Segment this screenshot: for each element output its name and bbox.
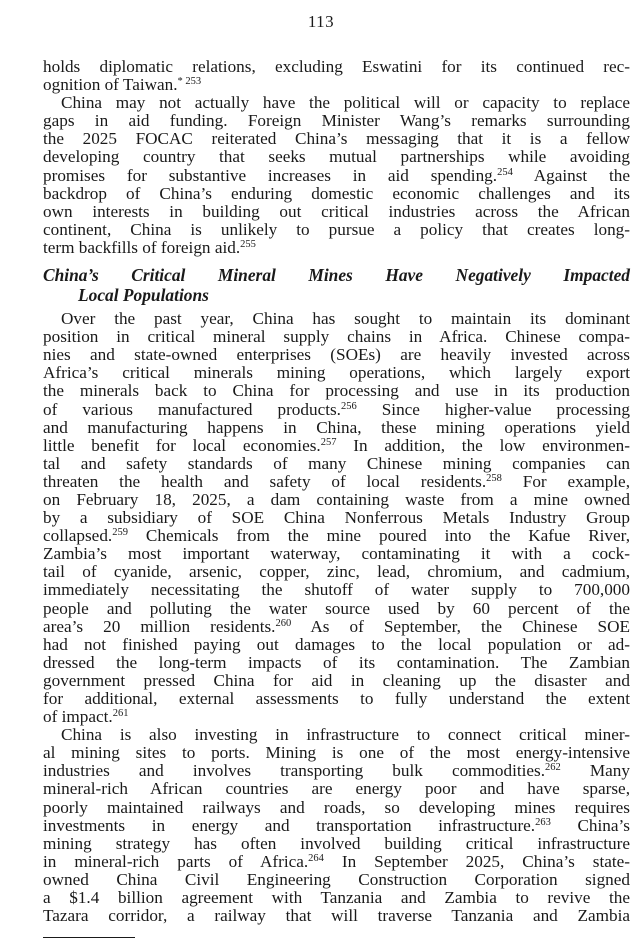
text-line [43,491,630,509]
footnote-ref: 257 [320,436,337,448]
text-line [43,835,630,853]
footnote-ref: 255 [240,238,256,250]
footnote-ref: 258 [486,472,502,484]
line-text: little benefit for local economies. [43,435,321,455]
text-line [43,527,630,545]
line-text: China is also investing in infrastructure to connect critical miner- [61,725,630,745]
text-line [43,726,630,744]
line-text: continent, China is unlikely to pursue a policy that creates long- [43,219,630,239]
paragraph-intro [43,58,630,94]
text-line [43,76,630,94]
text-line [43,473,630,491]
line-text: immediately necessitating the shutoff of water supply to 700,000 [43,580,630,600]
footnote-ref: 261 [112,708,129,720]
text-line [43,545,630,563]
text-line [43,744,630,762]
text-line [43,817,630,835]
line-text: by a subsidiary of SOE China Nonferrous Metals Industry Group [43,508,630,528]
line-text: of impact. [43,707,113,727]
line-text: had not finished paying out damages to the local population or ad- [43,634,630,654]
line-text: threaten the health and safety of local residents. [43,471,487,491]
footnote-ref: 256 [340,400,357,412]
text-line [43,636,630,654]
text-line [43,690,630,708]
text-line [43,94,630,112]
paragraph-aid [43,94,630,257]
line-text: owned China Civil Engineering Construction Corporation signed [43,869,630,889]
paragraph-infrastructure [43,726,630,925]
line-text: China’s [550,815,630,835]
footnote-ref: 260 [275,617,292,629]
line-text: government pressed China for aid in cleaning up the disaster and [43,670,630,690]
line-text: mineral-rich African countries are energy poor and have sparse, [43,779,630,799]
text-line [43,148,630,166]
text-line [43,346,630,364]
line-text: a $1.4 billion agreement with Tanzania and Zambia to revive the [43,888,630,908]
line-text: for additional, external assessments to fully understand the extent [43,689,630,708]
line-text: term backfills of foreign aid. [43,237,241,257]
text-line [43,762,630,780]
line-text: mining strategy has often involved building critical infrastructure [43,833,630,853]
line-text: gaps in aid funding. Foreign Minister Wang’s remarks surrounding [43,111,630,131]
line-text: al mining sites to ports. Mining is one of the most energy-intensive [43,743,630,763]
line-text: dressed the long-term impacts of its contamination. The Zambian [43,652,630,672]
line-text: tal and safety standards of many Chinese mining companies can [43,453,630,473]
text-line [43,563,630,581]
text-line [43,618,630,636]
line-text: in mineral-rich parts of Africa. [43,851,309,871]
line-text: Tazara corridor, a railway that will traverse Tanzania and Zambia [43,906,630,926]
text-line [43,455,630,473]
line-text: people and polluting the water source used by 60 percent of the [43,598,630,618]
line-text: In September 2025, China’s state- [323,851,631,871]
line-text: Many [560,761,630,781]
line-text: the minerals back to China for processing and use in its production [43,381,630,401]
footnote-ref: 264 [308,852,324,864]
line-text: China may not actually have the political will or capacity to replace [61,93,630,113]
text-line [43,328,630,346]
text-line [43,401,630,419]
text-line [43,130,630,148]
text-line [43,509,630,527]
line-text: industries and involves transporting bulk commodities. [43,761,546,781]
section-heading [43,266,630,306]
line-text: As of September, the Chinese SOE [291,616,630,636]
line-text: Zambia’s most important waterway, contaminating it with a cock- [43,544,630,564]
text-line [43,708,630,726]
line-text: area’s 20 million residents. [43,616,276,636]
text-line [43,889,630,907]
footnote-ref: 259 [112,527,128,539]
page-number: 113 [307,12,335,31]
line-text: backdrop of China’s enduring domestic economic challenges and its [43,183,630,203]
heading-line: Local Populations [78,285,209,306]
line-text: promises for substantive increases in aid spending. [43,165,498,185]
paragraph-mines [43,310,630,726]
text-line [43,907,630,925]
text-line [43,654,630,672]
line-text: ognition of Taiwan. [43,75,178,95]
text-line: holds diplomatic relations, excluding Eswatini for its continued rec- [43,57,630,76]
text-line [43,853,630,871]
line-text: position in critical mineral supply chains in Africa. Chinese compa- [43,327,630,347]
text-line [43,799,630,817]
line-text: of various manufactured products. [43,399,341,419]
line-text: and manufacturing happens in China, these mining operations yield [43,417,630,437]
line-text: collapsed. [43,526,113,546]
footnote-ref: 254 [497,166,513,178]
footnote-divider [43,937,135,938]
text-line [43,239,630,257]
footnote-ref: 262 [545,762,561,774]
page-body [43,58,630,925]
text-line [43,167,630,185]
line-text: on February 18, 2025, a dam containing waste from a mine owned [43,489,630,509]
line-text: poorly maintained railways and roads, so developing mines requires [43,797,630,817]
line-text: Chemicals from the mine poured into the Kafue River, [127,526,630,546]
text-line [43,203,630,221]
line-text: Against the [512,165,630,185]
line-text: developing country that seeks mutual partnerships while avoiding [43,147,630,167]
line-text: own interests in building out critical industries across the African [43,201,630,221]
text-line [43,382,630,400]
line-text: Over the past year, China has sought to maintain its dominant [61,309,630,329]
text-line [43,221,630,239]
text-line [43,112,630,130]
line-text: nies and state-owned enterprises (SOEs) are heavily invested across [43,345,630,365]
line-text: the 2025 FOCAC reiterated China’s messaging that it is a fellow [43,129,630,149]
footnote-ref: * 253 [177,76,202,88]
line-text: tail of cyanide, arsenic, copper, zinc, lead, chromium, and cadmium, [43,562,630,582]
text-line [43,310,630,328]
text-line [43,581,630,599]
footnote-ref: 263 [535,816,551,828]
line-text: For example, [501,471,630,491]
text-line [43,437,630,455]
heading-line: China’s Critical Mineral Mines Have Negatively Impacted [43,265,630,286]
text-line [43,600,630,618]
line-text: investments in energy and transportation infrastructure. [43,815,536,835]
text-line [43,672,630,690]
text-line [43,871,630,889]
line-text: Africa’s critical minerals mining operations, which largely export [43,363,630,383]
line-text: In addition, the low environmen- [336,435,630,455]
text-line [43,185,630,203]
text-line [43,364,630,382]
text-line [43,780,630,798]
line-text: Since higher-value processing [356,399,630,419]
text-line [43,419,630,437]
